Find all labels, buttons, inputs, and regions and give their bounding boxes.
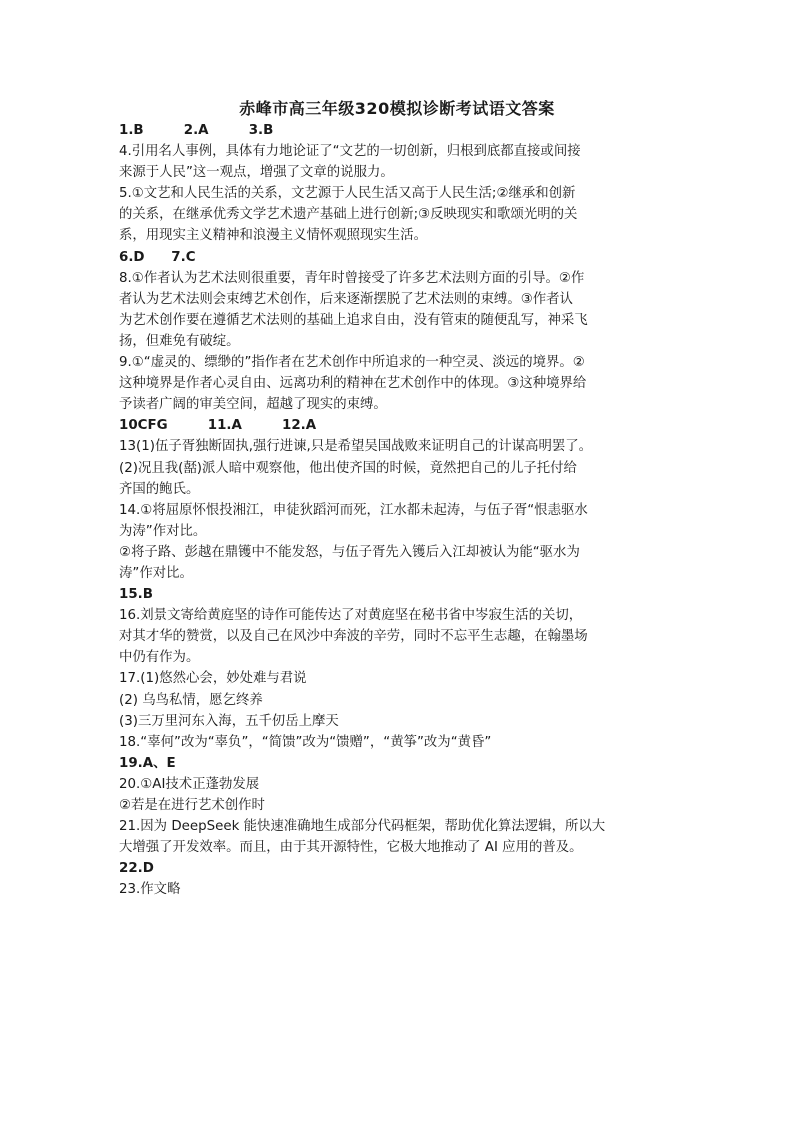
answer-line: 9.①“虚灵的、缥缈的”指作者在艺术创作中所追求的一种空灵、淡远的境界。② xyxy=(119,355,585,371)
answer-line: 对其才华的赞赏，以及自己在风沙中奔波的辛劳，同时不忘平生志趣，在翰墨场 xyxy=(119,629,588,645)
answer-line: 20.①AI技术正蓬勃发展 xyxy=(119,776,260,792)
answer-line: 为涛”作对比。 xyxy=(119,523,207,539)
answer-line: 涛”作对比。 xyxy=(119,565,193,581)
answer-line: 19.A、E xyxy=(119,755,176,771)
answer-line: ②将子路、彭越在鼎镬中不能发怒，与伍子胥先入镬后入江却被认为能“驱水为 xyxy=(119,544,580,560)
answer-line: 齐国的鲍氏。 xyxy=(119,481,200,497)
answer-line: 1.B 2.A 3.B xyxy=(119,123,274,138)
answer-line: 为艺术创作要在遵循艺术法则的基础上追求自由，没有管束的随便乱写，神采飞 xyxy=(119,312,588,328)
answer-line: 18.“辜何”改为“辜负”，“简馈”改为“馈赠”，“黄筝”改为“黄昏” xyxy=(119,734,492,750)
answer-line: 的关系，在继承优秀文学艺术遗产基础上进行创新;③反映现实和歌颂光明的关 xyxy=(119,207,578,223)
answer-line: 大增强了开发效率。而且，由于其开源特性，它极大地推动了 AI 应用的普及。 xyxy=(119,840,583,856)
answer-line: 中仍有作为。 xyxy=(119,650,200,666)
answer-line: 者认为艺术法则会束缚艺术创作，后来逐渐摆脱了艺术法则的束缚。③作者认 xyxy=(119,291,573,307)
answer-line: (2)况且我(嚭)派人暗中观察他，他出使齐国的时候，竟然把自己的儿子托付给 xyxy=(119,460,577,476)
answer-line: 17.(1)悠然心会，妙处难与君说 xyxy=(119,671,307,687)
answer-line: 22.D xyxy=(119,861,154,877)
answer-line: 21.因为 DeepSeek 能快速准确地生成部分代码框架，帮助优化算法逻辑，所以大 xyxy=(119,819,606,835)
answer-line: 4.引用名人事例，具体有力地论证了“文艺的一切创新，归根到底都直接或间接 xyxy=(119,144,581,160)
answer-line: 扬，但难免有破绽。 xyxy=(119,333,240,349)
answer-line: 23.作文略 xyxy=(119,882,181,898)
answer-line: 5.①文艺和人民生活的关系，文艺源于人民生活又高于人民生活;②继承和创新 xyxy=(119,186,576,202)
answer-line: 10CFG 11.A 12.A xyxy=(119,418,317,434)
answer-line: 系，用现实主义精神和浪漫主义情怀观照现实生活。 xyxy=(119,228,427,244)
answer-list xyxy=(119,120,619,900)
answer-line: (2) 乌鸟私情，愿乞终养 xyxy=(119,692,263,708)
answer-line: ②若是在进行艺术创作时 xyxy=(119,798,265,813)
answer-line: 14.①将屈原怀恨投湘江，申徒狄蹈河而死，江水都未起涛，与伍子胥“恨恚驱水 xyxy=(119,502,588,518)
answer-line: 16.刘景文寄给黄庭坚的诗作可能传达了对黄庭坚在秘书省中岑寂生活的关切， xyxy=(119,608,583,624)
answer-line: 15.B xyxy=(119,587,153,603)
page-title: 赤峰市高三年级320模拟诊断考试语文答案 xyxy=(239,99,555,118)
answer-line: 这种境界是作者心灵自由、远离功利的精神在艺术创作中的体现。③这种境界给 xyxy=(119,376,587,392)
answer-line: 予读者广阔的审美空间，超越了现实的束缚。 xyxy=(119,397,387,413)
answer-line: 8.①作者认为艺术法则很重要，青年时曾接受了许多艺术法则方面的引导。②作 xyxy=(119,270,585,286)
answer-line: 来源于人民”这一观点，增强了文章的说服力。 xyxy=(119,165,394,181)
answer-line: (3)三万里河东入海，五千仞岳上摩天 xyxy=(119,713,339,729)
answer-line: 6.D 7.C xyxy=(119,249,196,265)
answer-line: 13(1)伍子胥独断固执,强行进谏,只是希望吴国战败来证明自己的计谋高明罢了。 xyxy=(119,439,593,455)
